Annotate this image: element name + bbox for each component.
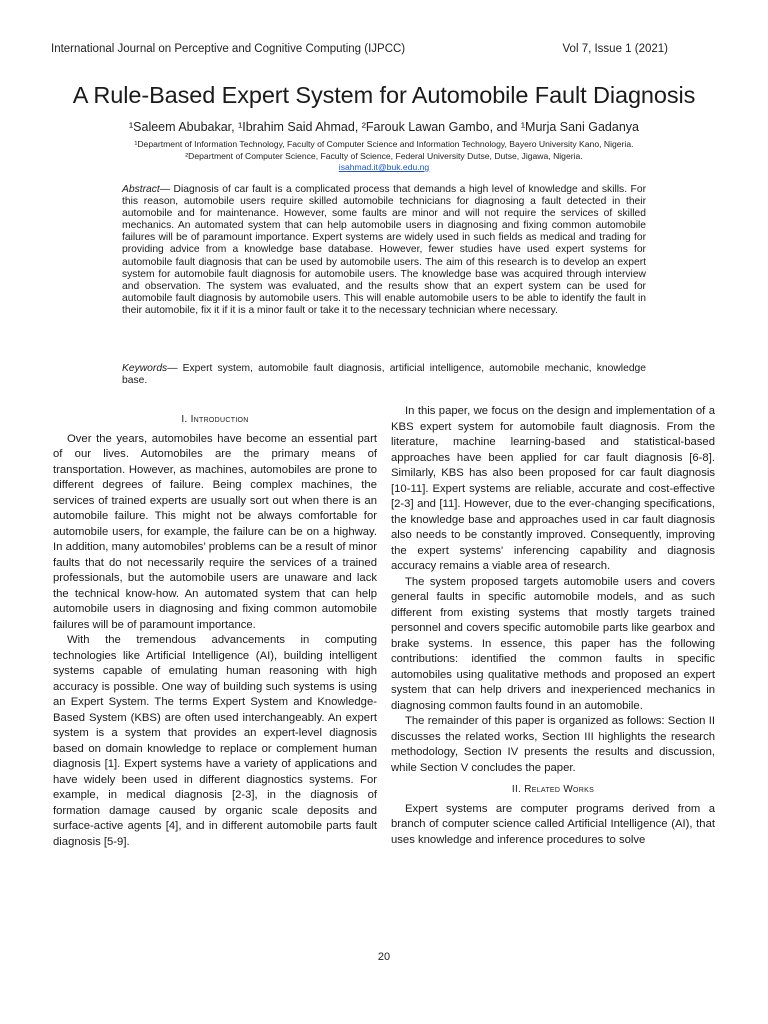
body-paragraph: In this paper, we focus on the design and implementation of a KBS expert system for automobile fault diagnosis. From the literature, machine learning-based and statistical-based approaches have been applied for car fault diagnosis [6-8]. Similarly, KBS has also been proposed for car fault diagnosis [10-11]. Expert systems are reliable, accurate and cost-effective [2-3] and [11]. However, due to the ever-changing specifications, the knowledge base and approaches used in car fault diagnosis also needs to be constantly improved. Consequently, improving the expert systems' inferencing capability and diagnosis accuracy remains a viable area of research.	[391, 405, 715, 572]
body-paragraph: Expert systems are computer programs derived from a branch of computer science called Artificial Intelligence (AI), that uses knowledge and inference procedures to solve	[391, 802, 715, 846]
affiliation-2: ²Department of Computer Science, Faculty of Science, Federal University Dutse, Dutse, Jigawa, Nigeria.	[185, 151, 583, 161]
section-heading-introduction: I. Introduction	[181, 414, 249, 425]
section-heading-related-works: II. Related Works	[511, 784, 595, 795]
corresponding-email-link[interactable]: isahmad.it@buk.edu.ng	[338, 162, 430, 172]
body-paragraph: Over the years, automobiles have become an essential part of our lives. Automobiles are the primary means of transportation. However, as machines, automobiles are prone to different degrees of failure. Being complex machines, the services of trained experts are usually sort out when there is an automobile failure. This might not be always comfortable for automobile users, for example, the failure can be on a highway. In addition, many automobiles’ problems can be a result of minor faults that do not necessarily require the services of a trained professionals, but the automobile users are unaware and lack the technical know-how. An automated system that can help automobile users in diagnosing and fixing common automobile failures will be of paramount importance.	[53, 432, 377, 631]
running-header	[51, 43, 668, 55]
right-column	[391, 404, 715, 848]
abstract-text: — Diagnosis of car fault is a complicated process that demands a high level of knowledge and skills. For this reason, automobile users require skilled automobile technicians for diagnosing a fault detected in their automobile and for maintenance. However, some faults are minor and will not require the services of skilled mechanics. An automated system that can help automobile users in diagnosing and fixing common automobile failures will be of paramount importance. Expert systems are widely used in such fields as medical and trading for providing advice from a knowledge base database. However, fewer studies have used expert systems for automobile fault diagnosis that can be used by automobile users. The aim of this research is to develop an expert system for automobile fault diagnosis for automobile users. The knowledge base was acquired through interview and observation. The system was evaluated, and the results show that an expert system can be used for automobile fault diagnosis by automobile users. This will enable automobile users to be able to identify the fault in their automobile, fix it if it is a minor fault or take it to the necessary technician where necessary.	[122, 184, 646, 316]
paper-title: A Rule-Based Expert System for Automobile Fault Diagnosis	[72, 82, 696, 108]
keywords	[122, 363, 646, 387]
page-number: 20	[377, 951, 391, 963]
keywords-label: Keywords	[122, 363, 168, 374]
body-paragraph: The remainder of this paper is organized as follows: Section II discusses the related works, Section III highlights the research methodology, Section IV presents the results and discussion, while Section V concludes the paper.	[391, 715, 715, 774]
keywords-text: — Expert system, automobile fault diagnosis, artificial intelligence, automobile mechanic, knowledge base.	[122, 363, 646, 387]
affiliation-1: ¹Department of Information Technology, Faculty of Computer Science and Information Technology, Bayero University Kano, Nigeria.	[134, 139, 634, 149]
body-paragraph: With the tremendous advancements in computing technologies like Artificial Intelligence (AI), building intelligent systems capable of emulating human reasoning with high accuracy is possible. One way of building such systems is using an Expert System. The terms Expert System and Knowledge-Based System (KBS) are often used interchangeably. An expert system is a system that provides an expert-level diagnosis based on domain knowledge to replace or complement human diagnosis [1]. Expert systems have a variety of applications and have widely been used in different diagnostics systems. For example, in medical diagnosis [2-3], in the diagnosis of formation damage caused by organic scale deposits and surface-active agents [4], and in different automobile parts fault diagnosis [5-9].	[53, 634, 377, 848]
abstract	[122, 184, 646, 317]
volume-issue: Vol 7, Issue 1 (2021)	[562, 43, 668, 55]
left-column	[53, 404, 377, 850]
journal-name: International Journal on Perceptive and Cognitive Computing (IJPCC)	[51, 43, 406, 55]
abstract-label: Abstract	[122, 184, 160, 195]
body-paragraph: The system proposed targets automobile users and covers general faults in specific automobile models, and as such different from existing systems that mostly targets trained personnel and covers specific automobile parts like gearbox and brake systems. In essence, this paper has the following contributions: identified the common faults in specific automobiles using qualitative methods and proposed an expert system that can help drivers and inexperienced mechanics in diagnosing common faults found in an automobile.	[391, 575, 715, 712]
author-list: ¹Saleem Abubakar, ¹Ibrahim Said Ahmad, ²Farouk Lawan Gambo, and ¹Murja Sani Gadanya	[129, 120, 639, 134]
